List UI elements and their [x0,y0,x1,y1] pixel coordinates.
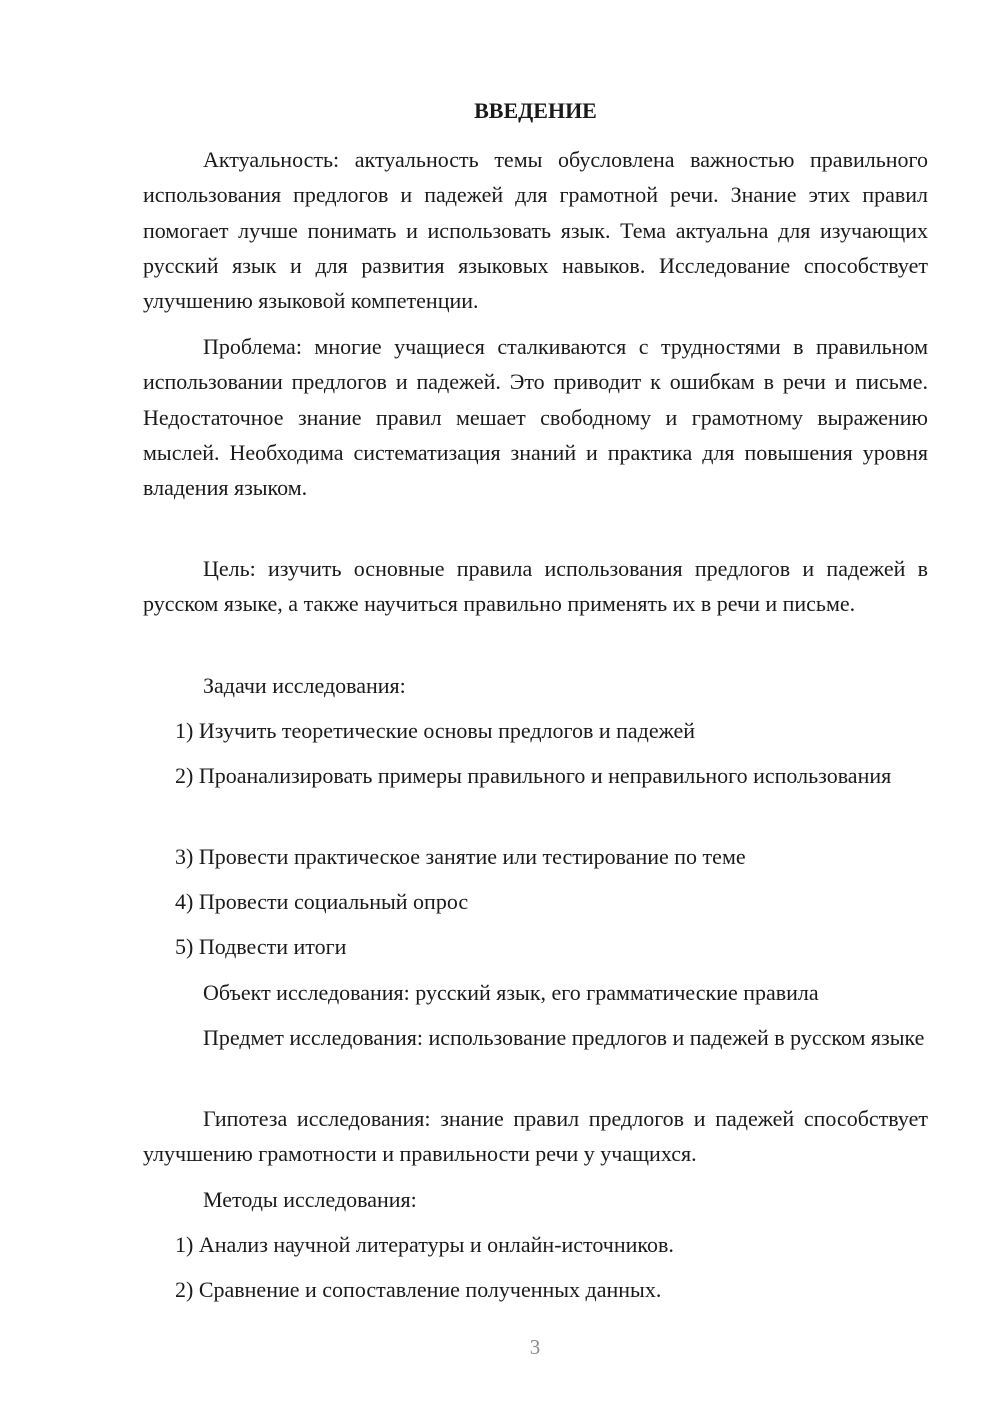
method-item-2: 2) Сравнение и сопоставление полученных данных. [175,1277,662,1302]
task-item-2: 2) Проанализировать примеры правильного и неправильного использования [175,763,892,788]
methods-heading: Методы исследования: [203,1187,417,1212]
goal-paragraph: Цель: изучить основные правила использования предлогов и падежей в русском языке, а также научиться правильно применять их в речи и письме. [143,556,928,617]
task-item-5: 5) Подвести итоги [175,934,347,959]
object-paragraph: Объект исследования: русский язык, его грамматические правила [203,980,819,1005]
method-item-1: 1) Анализ научной литературы и онлайн-источников. [175,1232,674,1257]
subject-paragraph: Предмет исследования: использование предлогов и падежей в русском языке [203,1025,925,1050]
task-item-4: 4) Провести социальный опрос [175,889,469,914]
problem-paragraph: Проблема: многие учащиеся сталкиваются с трудностями в правильном использовании предлогов и падежей. Это приводит к ошибкам в речи и письме. Недостаточное знание правил мешает свободному и грамотному выражению мыслей. Необходима систематизация знаний и практика для повышения уровня владения языком. [143,334,928,501]
hypothesis-paragraph: Гипотеза исследования: знание правил предлогов и падежей способствует улучшению грамотности и правильности речи у учащихся. [143,1106,928,1167]
tasks-heading: Задачи исследования: [203,673,406,698]
task-item-3: 3) Провести практическое занятие или тестирование по теме [175,844,746,869]
task-item-1: 1) Изучить теоретические основы предлогов и падежей [175,718,696,743]
relevance-paragraph: Актуальность: актуальность темы обусловлена важностью правильного использования предлогов и падежей для грамотной речи. Знание этих правил помогает лучше понимать и использовать язык. Тема актуальна для изучающих русский язык и для развития языковых навыков. Исследование способствует улучшению языковой компетенции. [143,147,928,314]
page-title: ВВЕДЕНИЕ [474,98,597,123]
page-number: 3 [529,1335,541,1359]
